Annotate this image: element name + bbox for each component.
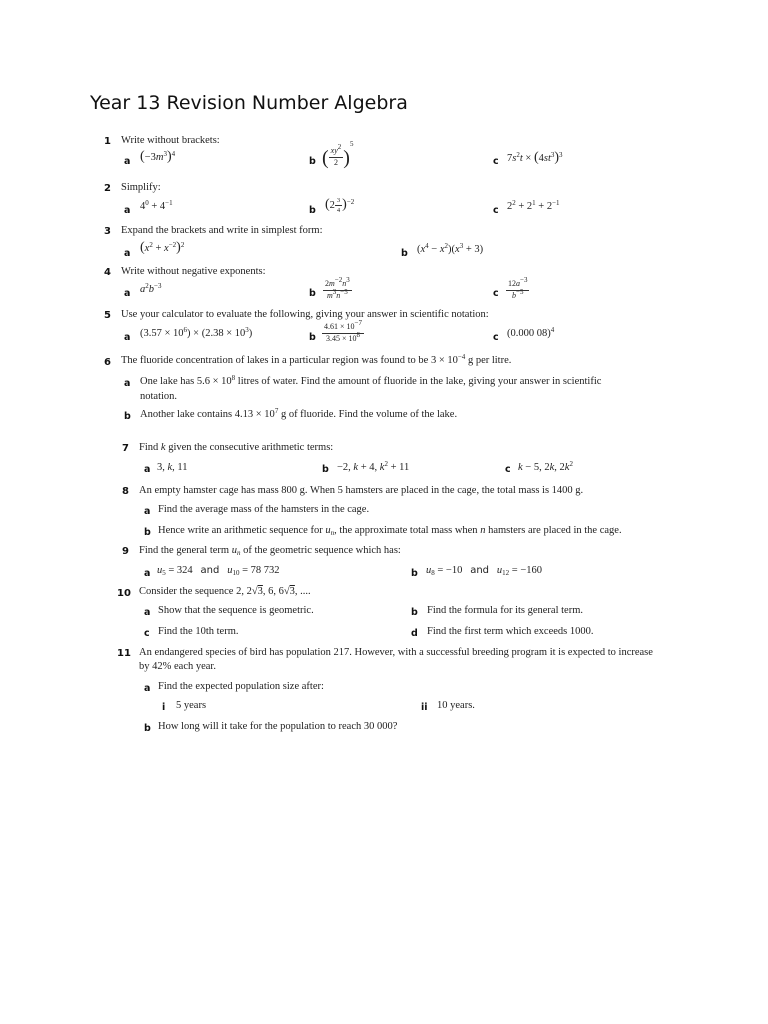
math-expression: k − 5, 2k, $2k^2$ bbox=[518, 460, 573, 473]
part-text: Find the average mass of the hamsters in the cage. bbox=[158, 504, 370, 515]
part-label: b bbox=[401, 248, 408, 259]
math-expression: (0.000 08)$^4$ bbox=[507, 326, 555, 339]
math-expression: $7s^2t \times (4st^3)^3$ bbox=[507, 150, 563, 165]
part-text: Another lake contains $4.13 \times 10^7$ g of fluoride. Find the volume of the lake. bbox=[140, 407, 458, 420]
subpart-text: 5 years bbox=[176, 700, 207, 711]
question-number: 3 bbox=[104, 226, 111, 237]
part-label: b bbox=[309, 205, 316, 216]
part-text: Find the expected population size after: bbox=[158, 681, 324, 692]
math-expression: (2 $\frac{3}{4}$ )$^{-2}$ bbox=[325, 197, 355, 215]
part-label: c bbox=[493, 156, 499, 167]
question-number: 2 bbox=[104, 183, 111, 194]
math-expression: $(3.57 \times 10^6) \times (2.38 \times 10^3)$ bbox=[140, 326, 253, 339]
math-expression: $(x^4 - x^2)(x^3 + 3)$ bbox=[417, 242, 484, 255]
part-label: a bbox=[144, 683, 151, 694]
question-number: 5 bbox=[104, 310, 111, 321]
part-text: Find the formula for its general term. bbox=[427, 605, 583, 616]
part-label: a bbox=[124, 378, 131, 389]
question-number: 9 bbox=[122, 546, 129, 557]
part-label: c bbox=[493, 288, 499, 299]
math-expression: $(x^2 + x^{-2})^2$ bbox=[140, 240, 185, 255]
part-label: b bbox=[309, 288, 316, 299]
question-number: 11 bbox=[117, 648, 131, 659]
part-label: b bbox=[322, 464, 329, 475]
part-label: a bbox=[124, 205, 131, 216]
question-stem: Write without brackets: bbox=[121, 135, 220, 146]
part-label: b bbox=[309, 156, 316, 167]
part-label: a bbox=[144, 464, 151, 475]
part-label: b bbox=[411, 568, 418, 579]
part-label: b bbox=[124, 411, 131, 422]
part-label: b bbox=[144, 527, 151, 538]
subpart-text: 10 years. bbox=[437, 700, 475, 711]
part-label: a bbox=[144, 568, 151, 579]
math-expression: $u_5 = 324$ and $u_{10} = 78$ 732 bbox=[157, 565, 280, 577]
math-expression: $\frac{12a^{-3}}{b^{-5}}$ bbox=[508, 276, 528, 300]
part-label: a bbox=[124, 288, 131, 299]
part-label: c bbox=[493, 332, 499, 343]
part-label: c bbox=[493, 205, 499, 216]
part-label: a bbox=[144, 506, 151, 517]
question-stem: Use your calculator to evaluate the following, giving your answer in scientific notation: bbox=[121, 309, 489, 320]
question-number: 1 bbox=[104, 136, 111, 147]
question-stem: The fluoride concentration of lakes in a particular region was found to be $3 \times 10^{-4}$ g per litre. bbox=[121, 353, 512, 366]
math-expression: $\frac{4.61 \times 10^{-7}}{3.45 \times 10^8}$ bbox=[324, 319, 362, 343]
part-label: d bbox=[411, 628, 418, 639]
math-expression: ( $\frac{xy^2}{2}$ )$^5$ bbox=[322, 140, 354, 169]
part-text: Show that the sequence is geometric. bbox=[158, 605, 314, 616]
question-stem: An endangered species of bird has population 217. However, with a successful breeding program it is expected to increase bbox=[139, 647, 653, 658]
math-expression: $(-3m^3)^4$ bbox=[140, 149, 176, 164]
question-stem: An empty hamster cage has mass 800 g. When 5 hamsters are placed in the cage, the total mass is 1400 g. bbox=[139, 485, 584, 496]
math-expression: −2, k + 4, $k^2 + 11$ bbox=[337, 460, 410, 473]
part-label: c bbox=[505, 464, 511, 475]
part-label: a bbox=[124, 248, 131, 259]
part-label: b bbox=[411, 607, 418, 618]
question-number: 7 bbox=[122, 443, 129, 454]
math-expression: $2^2 + 2^1 + 2^{-1}$ bbox=[507, 199, 560, 212]
part-label: a bbox=[124, 332, 131, 343]
part-label: c bbox=[144, 628, 150, 639]
part-text: Find the 10th term. bbox=[158, 626, 239, 637]
subpart-label: i bbox=[162, 702, 166, 713]
question-number: 10 bbox=[117, 588, 131, 599]
question-stem: Find k given the consecutive arithmetic terms: bbox=[139, 442, 334, 453]
subpart-label: ii bbox=[421, 702, 428, 713]
question-stem: Find the general term $u_n$ of the geometric sequence which has: bbox=[139, 545, 401, 557]
question-stem: Expand the brackets and write in simplest form: bbox=[121, 225, 323, 236]
question-stem-continued: by 42% each year. bbox=[139, 661, 216, 672]
part-label: a bbox=[144, 607, 151, 618]
question-number: 4 bbox=[104, 267, 111, 278]
page-title: Year 13 Revision Number Algebra bbox=[90, 92, 408, 114]
question-stem: Write without negative exponents: bbox=[121, 266, 266, 277]
math-expression: $a^2b^{-3}$ bbox=[140, 282, 162, 295]
question-stem: Consider the sequence 2, 2√3, 6, 6√3, .... bbox=[139, 586, 311, 597]
math-expression: $u_8 = -10$ and $u_{12} = -160$ bbox=[426, 565, 543, 577]
math-expression: 3, k, 11 bbox=[157, 462, 188, 473]
math-expression: $4^0 + 4^{-1}$ bbox=[140, 199, 173, 212]
part-label: a bbox=[124, 156, 131, 167]
part-text: Find the first term which exceeds 1000. bbox=[427, 626, 594, 637]
part-text: Hence write an arithmetic sequence for $u_n$, the approximate total mass when n hamsters are placed in the cage. bbox=[158, 525, 622, 537]
part-label: b bbox=[309, 332, 316, 343]
math-expression: $\frac{2m^{-2}n^3}{m^3n^{-5}}$ bbox=[325, 276, 350, 300]
part-text: How long will it take for the population to reach 30 000? bbox=[158, 721, 398, 732]
question-stem: Simplify: bbox=[121, 182, 161, 193]
question-number: 6 bbox=[104, 357, 111, 368]
question-number: 8 bbox=[122, 486, 129, 497]
part-text: One lake has $5.6 \times 10^8$ litres of water. Find the amount of fluoride in the lake, giving your answer in scientific bbox=[140, 374, 602, 387]
part-text-continued: notation. bbox=[140, 391, 178, 402]
part-label: b bbox=[144, 723, 151, 734]
